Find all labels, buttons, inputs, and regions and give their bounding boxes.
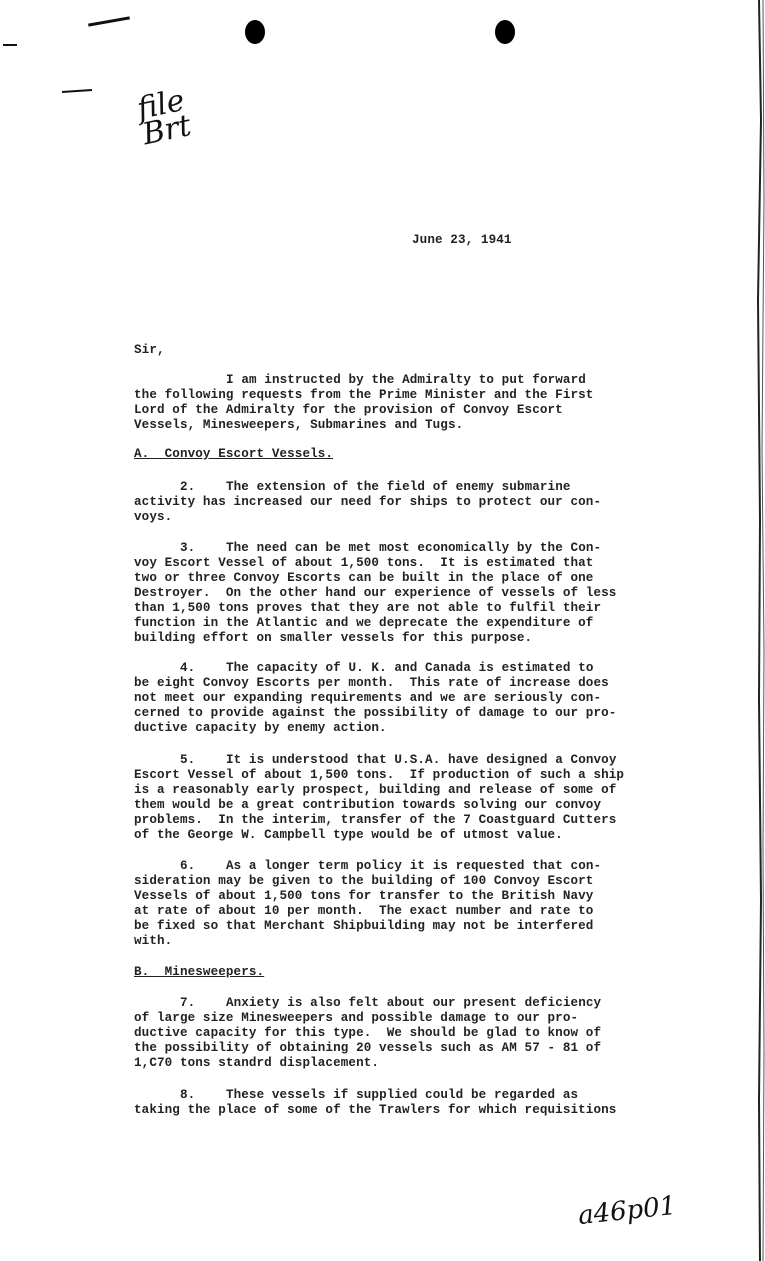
para-5-line: problems. In the interim, transfer of the 7 Coastguard Cutters: [134, 813, 617, 827]
letter-date: June 23, 1941: [412, 233, 512, 247]
para-8-line: taking the place of some of the Trawlers for which requisitions: [134, 1103, 617, 1117]
para-7-line: 1,C70 tons standrd displacement.: [134, 1056, 380, 1070]
para-2-line: 2. The extension of the field of enemy submarine: [180, 480, 571, 494]
para-6-line: with.: [134, 934, 173, 948]
para-3-line: two or three Convoy Escorts can be built in the place of one: [134, 571, 594, 585]
section-a-heading: A. Convoy Escort Vessels.: [134, 447, 334, 461]
edge-mark-middle: [62, 89, 92, 93]
para-6-line: be fixed so that Merchant Shipbuilding may not be interfered: [134, 919, 594, 933]
binder-hole-right: [495, 20, 515, 44]
para-6-line: Vessels of about 1,500 tons for transfer to the British Navy: [134, 889, 594, 903]
intro-line: Vessels, Minesweepers, Submarines and Tugs.: [134, 418, 464, 432]
para-5-line: of the George W. Campbell type would be of utmost value.: [134, 828, 563, 842]
edge-mark-small: [3, 44, 17, 46]
para-5-line: them would be a great contribution towards solving our convoy: [134, 798, 602, 812]
intro-line: Lord of the Admiralty for the provision of Convoy Escort: [134, 403, 563, 417]
para-5-line: Escort Vessel of about 1,500 tons. If production of such a ship: [134, 768, 625, 782]
para-5-line: is a reasonably early prospect, building and release of some of: [134, 783, 617, 797]
para-6-line: sideration may be given to the building of 100 Convoy Escort: [134, 874, 594, 888]
para-4-line: 4. The capacity of U. K. and Canada is estimated to: [180, 661, 594, 675]
para-2-line: voys.: [134, 510, 173, 524]
para-3-line: voy Escort Vessel of about 1,500 tons. It is estimated that: [134, 556, 594, 570]
intro-line: I am instructed by the Admiralty to put forward: [226, 373, 586, 387]
para-6-line: at rate of about 10 per month. The exact number and rate to: [134, 904, 594, 918]
para-7-line: 7. Anxiety is also felt about our present deficiency: [180, 996, 602, 1010]
section-b-heading: B. Minesweepers.: [134, 965, 265, 979]
para-7-line: the possibility of obtaining 20 vessels such as AM 57 - 81 of: [134, 1041, 602, 1055]
para-6-line: 6. As a longer term policy it is requested that con-: [180, 859, 602, 873]
para-3-line: 3. The need can be met most economically by the Con-: [180, 541, 602, 555]
para-4-line: cerned to provide against the possibility of damage to our pro-: [134, 706, 617, 720]
para-4-line: ductive capacity by enemy action.: [134, 721, 387, 735]
para-3-line: function in the Atlantic and we deprecate the expenditure of: [134, 616, 594, 630]
para-4-line: be eight Convoy Escorts per month. This rate of increase does: [134, 676, 609, 690]
para-3-line: than 1,500 tons proves that they are not able to fulfil their: [134, 601, 602, 615]
para-8-line: 8. These vessels if supplied could be regarded as: [180, 1088, 579, 1102]
archive-number: a46p01: [576, 1190, 678, 1232]
intro-line: the following requests from the Prime Minister and the First: [134, 388, 594, 402]
para-3-line: building effort on smaller vessels for this purpose.: [134, 631, 533, 645]
scan-edge-shadow: [747, 0, 765, 1261]
salutation: Sir,: [134, 343, 165, 357]
handwritten-note: file Brt: [134, 82, 195, 153]
para-4-line: not meet our expanding requirements and we are seriously con-: [134, 691, 602, 705]
para-7-line: of large size Minesweepers and possible damage to our pro-: [134, 1011, 579, 1025]
para-2-line: activity has increased our need for ships to protect our con-: [134, 495, 602, 509]
binder-hole-left: [245, 20, 265, 44]
para-7-line: ductive capacity for this type. We should be glad to know of: [134, 1026, 602, 1040]
edge-mark-top: [88, 16, 130, 26]
para-5-line: 5. It is understood that U.S.A. have designed a Convoy: [180, 753, 617, 767]
para-3-line: Destroyer. On the other hand our experience of vessels of less: [134, 586, 617, 600]
